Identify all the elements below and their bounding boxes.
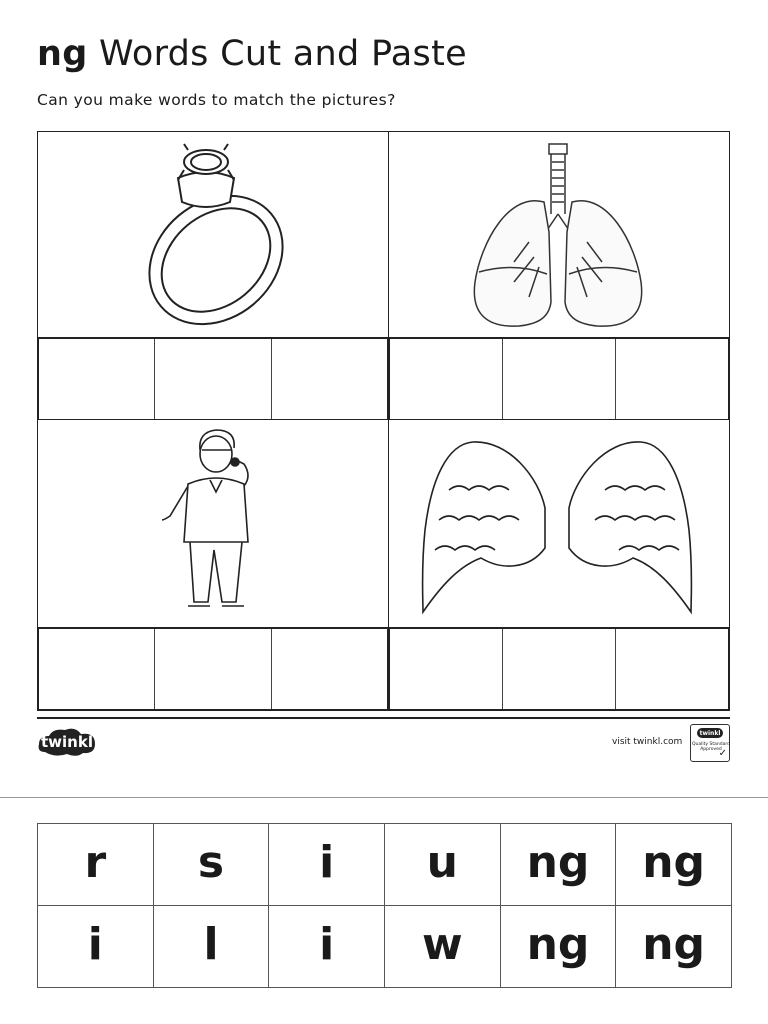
picture-panel-lungs: [388, 131, 730, 339]
letter-tile[interactable]: ng: [616, 824, 732, 906]
wings-icon: [389, 420, 730, 629]
answer-box[interactable]: [616, 629, 728, 709]
answer-box[interactable]: [155, 339, 271, 419]
answer-box[interactable]: [272, 629, 387, 709]
title-digraph: ng: [37, 34, 88, 74]
page-subtitle: Can you make words to match the pictures?: [37, 91, 396, 109]
badge-text: Quality Standard Approved: [692, 742, 730, 752]
badge-logo: twinkl: [697, 728, 723, 738]
picture-panel-ring: [37, 131, 389, 339]
letter-tile[interactable]: ng: [616, 906, 732, 988]
ring-icon: [38, 132, 389, 339]
answer-box[interactable]: [272, 339, 387, 419]
picture-panel-singer: [37, 419, 389, 629]
quality-badge: [690, 724, 730, 762]
letter-boxes-ring: [37, 337, 389, 421]
answer-box[interactable]: [39, 629, 155, 709]
footer-rule: [37, 717, 730, 719]
answer-box[interactable]: [390, 629, 503, 709]
title-rest: Words Cut and Paste: [87, 34, 467, 74]
letter-tile[interactable]: s: [154, 824, 270, 906]
letter-tile[interactable]: ng: [501, 906, 617, 988]
letter-tiles-grid: [37, 823, 732, 988]
check-icon: ✓: [718, 748, 727, 759]
letter-tile[interactable]: i: [269, 906, 385, 988]
page-title: [37, 34, 467, 74]
answer-box[interactable]: [39, 339, 155, 419]
letter-boxes-wings: [388, 627, 730, 711]
letter-tile[interactable]: i: [269, 824, 385, 906]
picture-panel-wings: [388, 419, 730, 629]
visit-link[interactable]: visit twinkl.com: [612, 737, 683, 747]
letter-tile[interactable]: u: [385, 824, 501, 906]
answer-box[interactable]: [155, 629, 271, 709]
letter-boxes-lungs: [388, 337, 730, 421]
letter-tile[interactable]: ng: [501, 824, 617, 906]
lungs-icon: [389, 132, 730, 339]
cut-line: [0, 797, 768, 798]
logo-text: twinkl: [41, 733, 93, 751]
letter-tile[interactable]: w: [385, 906, 501, 988]
letter-tile[interactable]: i: [38, 906, 154, 988]
letter-boxes-singer: [37, 627, 389, 711]
singer-icon: [38, 420, 389, 629]
answer-box[interactable]: [503, 339, 616, 419]
letter-tile[interactable]: l: [154, 906, 270, 988]
letter-tile[interactable]: r: [38, 824, 154, 906]
twinkl-logo: [37, 726, 97, 762]
answer-box[interactable]: [503, 629, 616, 709]
answer-box[interactable]: [616, 339, 728, 419]
answer-box[interactable]: [390, 339, 503, 419]
